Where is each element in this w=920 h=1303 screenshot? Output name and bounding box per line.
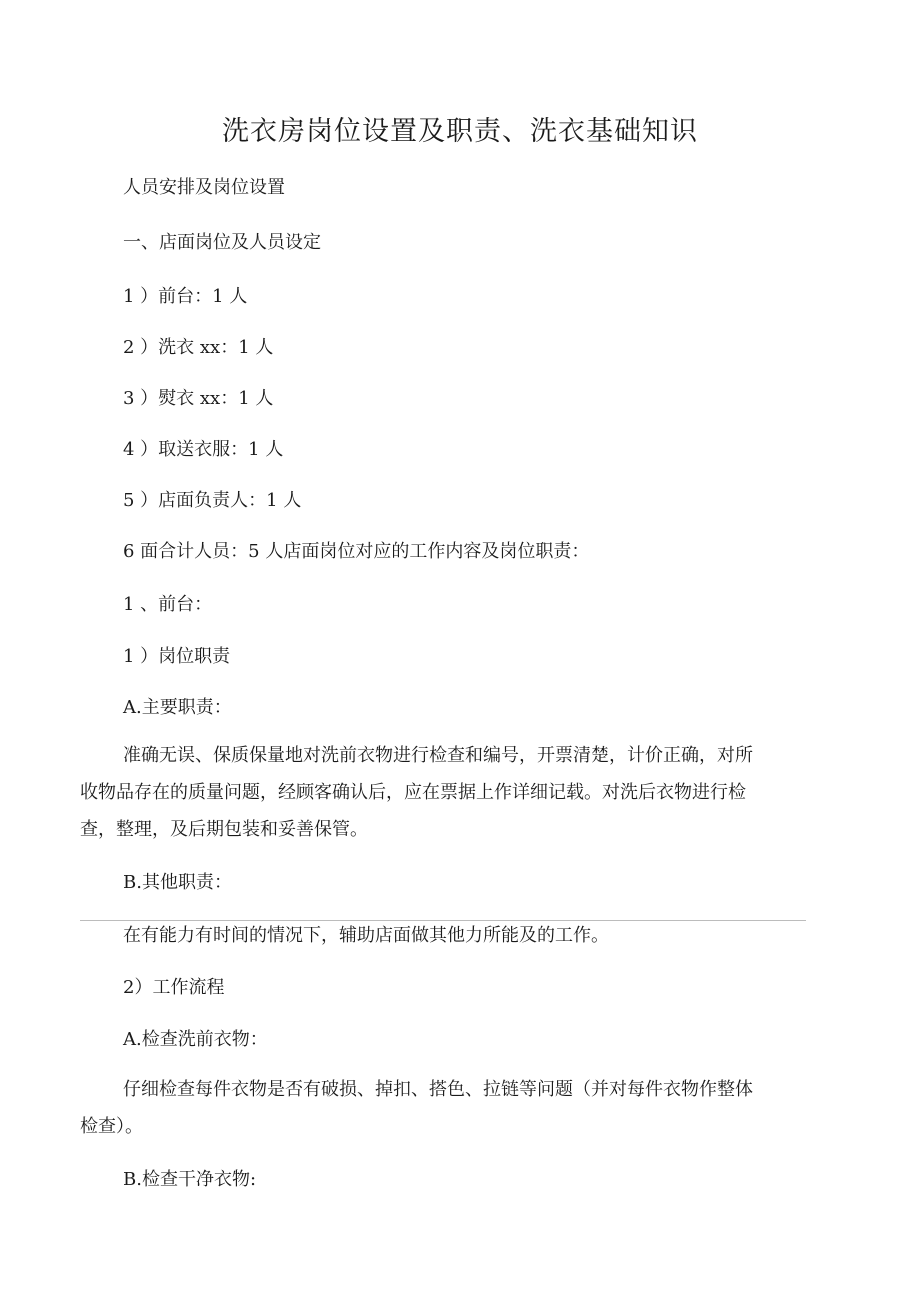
document-title: 洗衣房岗位设置及职责、洗衣基础知识 xyxy=(222,116,698,147)
check-before-wash-text: 仔细检查每件衣物是否有破损、掉扣、搭色、拉链等问题（并对每件衣物作整体检查）。 xyxy=(80,1079,753,1137)
check-before-wash-label: A.检查洗前衣物： xyxy=(123,1029,268,1050)
check-clean-label: B.检查干净衣物: xyxy=(123,1169,257,1190)
main-duties-text: 准确无误、保质保量地对洗前衣物进行检查和编号，开票清楚，计价正确，对所收物品存在的质量问题，经顾客确认后，应在票据上作详细记载。对洗后衣物进行检查，整理，及后期包装和妥善保管。 xyxy=(80,745,753,840)
staff-list-item: 1 ）前台：1 人 xyxy=(123,286,248,307)
section-heading: 人员安排及岗位设置 xyxy=(123,177,285,198)
front-desk-heading: 1 、前台： xyxy=(123,594,213,615)
page-divider xyxy=(80,920,806,921)
other-duties-label: B.其他职责： xyxy=(123,872,232,893)
staff-list-item: 3 ）熨衣 xx：1 人 xyxy=(123,388,274,409)
main-duties-label: A.主要职责： xyxy=(123,697,232,718)
workflow-heading: 2）工作流程 xyxy=(123,977,225,998)
subsection-heading: 一、店面岗位及人员设定 xyxy=(123,232,321,253)
staff-list-item: 2 ）洗衣 xx：1 人 xyxy=(123,337,274,358)
staff-list-item: 5 ）店面负责人：1 人 xyxy=(123,490,302,511)
other-duties-text: 在有能力有时间的情况下，辅助店面做其他力所能及的工作。 xyxy=(123,925,609,946)
total-staff-line: 6 面合计人员：5 人店面岗位对应的工作内容及岗位职责： xyxy=(123,541,590,562)
duties-heading: 1 ）岗位职责 xyxy=(123,646,231,667)
staff-list-item: 4 ）取送衣服：1 人 xyxy=(123,439,284,460)
